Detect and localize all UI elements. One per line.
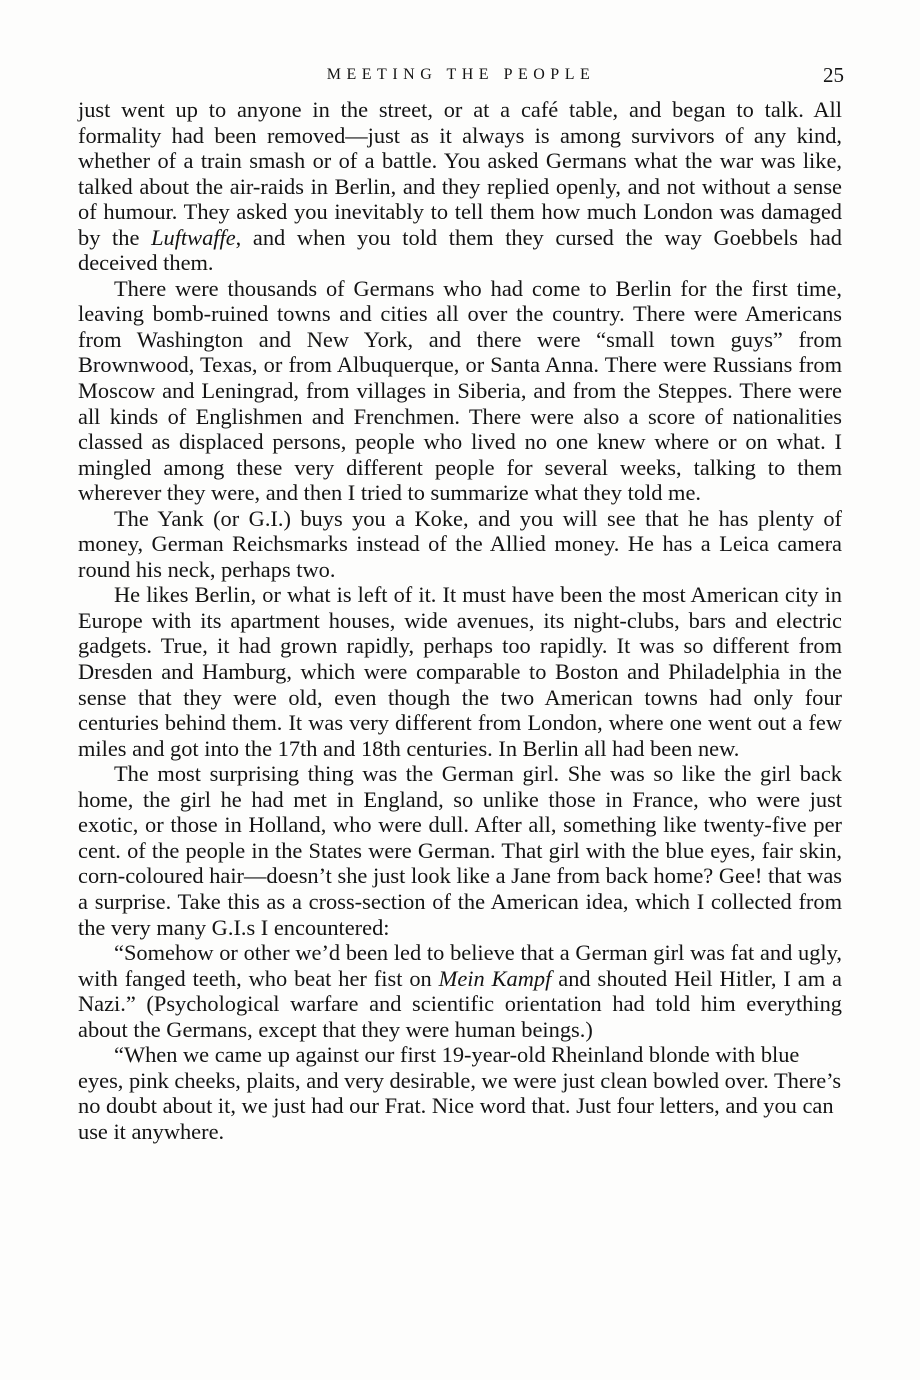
text-segment: just went up to anyone in the street, or at a café table, and began to talk. All formality had been removed—just as it always is among survivors of any kind, whether of a train smash or of a battle. You asked Germans what the war was like, talked about the air-raids in Berlin, and they replied openly, and not without a sense of humour. They asked you inevitably to tell them how much London was damaged by the (78, 97, 842, 250)
text-segment: The most surprising thing was the German girl. She was so like the girl back home, the girl he had met in England, so unlike those in France, who were just exotic, or those in Holland, who were dull. After all, something like twenty-five per cent. of the people in the States were German. That girl with the blue eyes, fair skin, corn-coloured hair—doesn’t she just look like a Jane from back home? Gee! that was a surprise. Take this as a cross-section of the American idea, which I collected from the very many G.I.s I encountered: (78, 761, 842, 940)
text-segment: “When we came up against our first 19-year-old Rheinland blonde with blue eyes, pink cheeks, plaits, and very desirable, we were just clean bowled over. There’s no doubt about it, we just had our Frat. Nice word that. Just four letters, and you can use it anywhere. (78, 1042, 842, 1144)
running-title: MEETING THE PEOPLE (326, 66, 596, 83)
paragraph-4 (78, 582, 842, 761)
italic-term-luftwaffe: Luftwaffe (151, 224, 236, 250)
paragraph-5 (78, 761, 842, 940)
paragraph-6 (78, 940, 842, 1042)
text-segment: and shouted Heil Hitler, I am a Nazi.” (Psychological warfare and scientific orientation had told him everything about the Germans, except that they were human beings.) (78, 965, 842, 1042)
italic-title-mein-kampf: Mein Kampf (438, 965, 552, 991)
paragraph-7 (78, 1042, 842, 1144)
page-number: 25 (823, 63, 844, 87)
paragraph-1 (78, 97, 842, 276)
paragraph-3 (78, 506, 842, 583)
paragraph-2 (78, 276, 842, 506)
text-segment: He likes Berlin, or what is left of it. It must have been the most American city in Europe with its apartment houses, wide avenues, its night-clubs, bars and electric gadgets. True, it had grown rapidly, perhaps too rapidly. It was so different from Dresden and Hamburg, which were comparable to Boston and Philadelphia in the sense that they were old, even though the two American towns had only four centuries behind them. It was very different from London, where one went out a few miles and got into the 17th and 18th centuries. In Berlin all had been new. (78, 582, 842, 761)
text-segment: , and when you told them they cursed the way Goebbels had deceived them. (78, 224, 842, 276)
body-text (78, 97, 842, 1144)
running-header (78, 62, 844, 88)
text-segment: “Somehow or other we’d been led to believe that a German girl was fat and ugly, with fanged teeth, who beat her fist on (78, 940, 842, 991)
text-segment: There were thousands of Germans who had come to Berlin for the first time, leaving bomb-ruined towns and cities all over the country. There were Americans from Washington and New York, and there were “small town guys” from Brownwood, Texas, or from Albuquerque, or Santa Anna. There were Russians from Moscow and Leningrad, from villages in Siberia, and from the Steppes. There were all kinds of Englishmen and Frenchmen. There were also a score of nationalities classed as displaced persons, people who lived no one knew where or on what. I mingled among these very different people for several weeks, talking to them wherever they were, and then I tried to summarize what they told me. (78, 275, 842, 506)
text-segment: The Yank (or G.I.) buys you a Koke, and you will see that he has plenty of money, German Reichsmarks instead of the Allied money. He has a Leica camera round his neck, perhaps two. (78, 505, 842, 582)
